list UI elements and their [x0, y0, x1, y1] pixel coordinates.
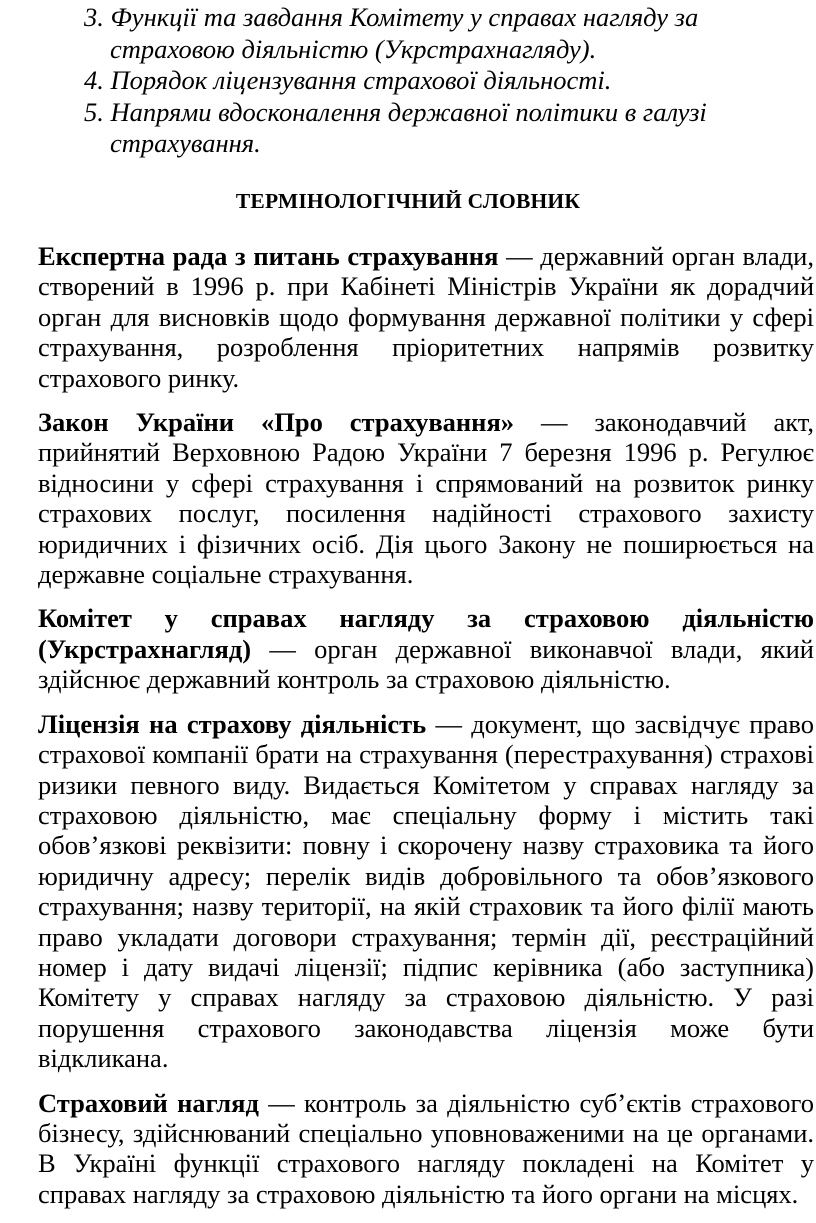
glossary-term: Страховий нагляд — [38, 1087, 259, 1118]
question-text: Напрями вдосконалення державної політики в галузі страхування. — [110, 96, 707, 158]
glossary-term: Ліцензія на страхову діяльність — [38, 708, 427, 739]
glossary-definition: — державний орган влади, створений в 1996 р. при Кабінеті Міністрів України як дорадчий орган для висновків щодо формування державної політики у сфері страхування, розроблення пріоритетних напрямів розвитку страхового ринку. — [38, 241, 814, 393]
question-text: Порядок ліцензування страхової діяльності. — [110, 65, 612, 95]
glossary-title: ТЕРМІНОЛОГІЧНИЙ СЛОВНИК — [235, 189, 581, 213]
review-questions-list — [68, 2, 788, 160]
question-item — [68, 2, 788, 65]
glossary-body — [38, 241, 814, 1223]
glossary-term: Експертна рада з питань страхування — [38, 241, 499, 271]
question-item — [68, 65, 788, 97]
glossary-definition: — документ, що засвідчує право страхової компанії брати на страхування (перестрахування) страхові ризики певного виду. Видається Комітетом у справах нагляду за страховою діяльністю, має спеціальну форму і містить такі обов’язкові реквізити: повну і скорочену назву страховика та його юридичну адресу; перелік видів добровільного та обов’язкового страхування; назву території, на якій страховик та його філії мають право укладати договори страхування; термін дії, реєстраційний номер і дату видачі ліцензії; підпис керівника (або заступника) Комітету у справах нагляду за страховою діяльністю. У разі порушення страхового законодавства ліцензія може бути відкликана. — [38, 708, 815, 1074]
glossary-entry — [38, 241, 814, 393]
glossary-entry — [38, 407, 814, 589]
glossary-entry — [38, 709, 814, 1074]
question-text: Функції та завдання Комітету у справах нагляду за страховою діяльністю (Укрстрахнагляду). — [110, 2, 699, 64]
question-number: 3. — [84, 2, 104, 32]
question-number: 5. — [84, 96, 104, 127]
glossary-definition: — контроль за діяльністю суб’єктів страхового бізнесу, здійснюваний спеціально уповноваженими на це органами. В Україні функції страхового нагляду покладені на Комітет у справах нагляду за страховою діяльністю та його органи на місцях. — [38, 1087, 814, 1209]
glossary-entry — [38, 603, 814, 694]
question-number: 4. — [84, 65, 104, 95]
glossary-definition: — орган державної виконавчої влади, який здійснює державний контроль за страховою діяльністю. — [38, 633, 814, 695]
glossary-term: Комітет у справах нагляду за страховою діяльністю (Укрстрахнагляд) — [38, 603, 814, 664]
glossary-definition: — законодавчий акт, прийнятий Верховною Радою України 7 березня 1996 р. Регулює відносини у сфері страхування і спрямований на розвиток ринку страхових послуг, посилення надійності страхового захисту юридичних і фізичних осіб. Дія цього Закону не поширюється на державне соціальне страхування. — [38, 407, 814, 590]
glossary-entry — [38, 1088, 814, 1210]
glossary-term: Закон України «Про страхування» — [38, 407, 515, 438]
question-item — [68, 97, 788, 160]
